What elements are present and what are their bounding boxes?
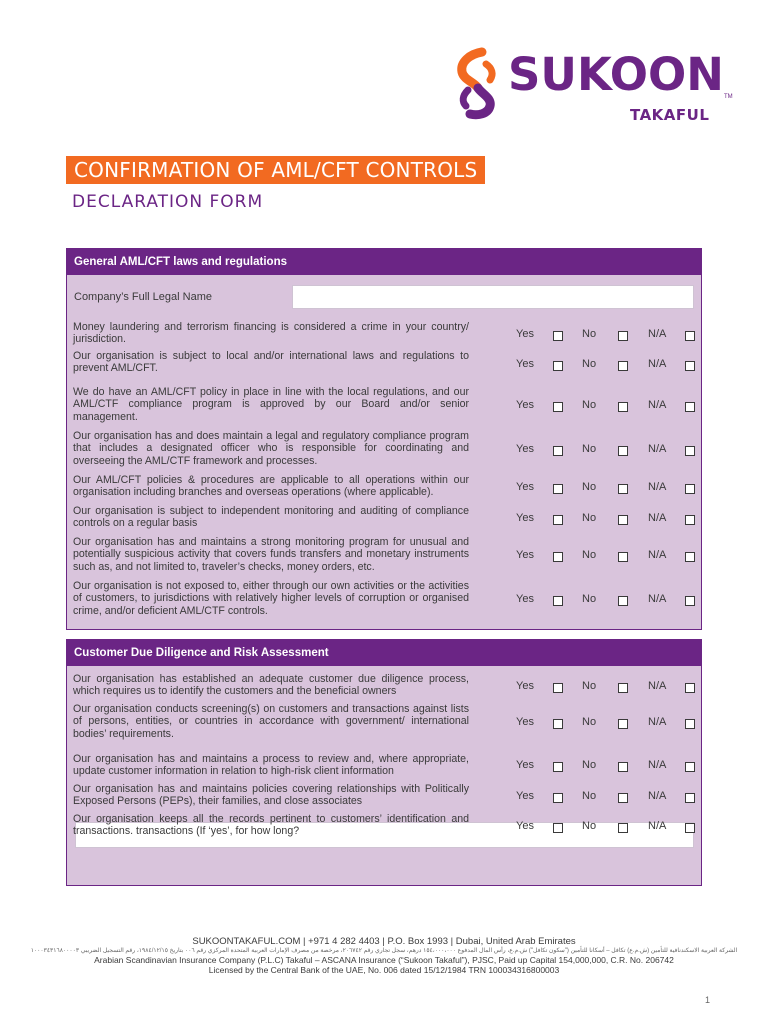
option-no-label: No — [582, 680, 597, 692]
page-subtitle: DECLARATION FORM — [72, 192, 264, 212]
option-yes-checkbox[interactable] — [553, 683, 563, 693]
option-no-label: No — [582, 481, 597, 493]
option-yes-label: Yes — [516, 399, 534, 411]
option-na-checkbox[interactable] — [685, 484, 695, 494]
option-na-label: N/A — [648, 759, 667, 771]
option-yes-checkbox[interactable] — [553, 484, 563, 494]
option-na-checkbox[interactable] — [685, 402, 695, 412]
option-na-label: N/A — [648, 790, 667, 802]
option-no-label: No — [582, 358, 597, 370]
option-yes-label: Yes — [516, 549, 534, 561]
option-no-label: No — [582, 549, 597, 561]
footer-license: Licensed by the Central Bank of the UAE, No. 006 dated 15/12/1984 TRN 100034316800003 — [208, 965, 560, 975]
question-row — [67, 505, 701, 533]
sukoon-logo — [452, 40, 742, 130]
option-na-checkbox[interactable] — [685, 793, 695, 803]
option-no-checkbox[interactable] — [618, 484, 628, 494]
section-header: Customer Due Diligence and Risk Assessment — [67, 640, 701, 666]
option-no-label: No — [582, 820, 597, 832]
option-na-label: N/A — [648, 593, 667, 605]
option-yes-checkbox[interactable] — [553, 515, 563, 525]
option-yes-checkbox[interactable] — [553, 402, 563, 412]
section-general-aml-cft — [66, 248, 702, 630]
option-no-checkbox[interactable] — [618, 762, 628, 772]
question-text: We do have an AML/CFT policy in place in line with the local regulations, and our AML/CTF compliance program is approved by our Board and/or senior management. — [73, 386, 469, 423]
question-row — [67, 703, 701, 743]
footer-arabic-legal: الشركة العربية الاسكندنافية للتأمين (ش.م.ع) تكافل – أسكانا للتأمين ("سكون تكافل") ش.م.ع، رأس المال المدفوع ١٥٤،٠٠٠،٠٠٠ درهم، سجل تجاري رقم ٢٠٦٧٤٢، مرخصة من مصرف الإمارات العربية المتحدة المركزي رقم ٠٠٦ بتاريخ ١٩٨٤/١٢/١٥، رقم التسجيل الضريبي ١٠٠٠٣٤٣١٦٨٠٠٠٠٣ — [30, 948, 738, 954]
option-yes-label: Yes — [516, 481, 534, 493]
question-text: Our organisation is subject to local and/or international laws and regulations to prevent AML/CFT. — [73, 350, 469, 375]
option-na-label: N/A — [648, 820, 667, 832]
option-no-label: No — [582, 593, 597, 605]
option-na-label: N/A — [648, 549, 667, 561]
option-yes-checkbox[interactable] — [553, 331, 563, 341]
option-yes-checkbox[interactable] — [553, 793, 563, 803]
section-customer-due-diligence — [66, 639, 702, 886]
option-no-label: No — [582, 759, 597, 771]
option-no-label: No — [582, 443, 597, 455]
option-yes-checkbox[interactable] — [553, 762, 563, 772]
option-no-label: No — [582, 790, 597, 802]
option-no-label: No — [582, 328, 597, 340]
question-row — [67, 783, 701, 811]
option-no-checkbox[interactable] — [618, 823, 628, 833]
option-no-checkbox[interactable] — [618, 402, 628, 412]
option-na-label: N/A — [648, 512, 667, 524]
option-na-checkbox[interactable] — [685, 596, 695, 606]
sukoon-s-mark-icon — [452, 44, 504, 120]
option-yes-label: Yes — [516, 716, 534, 728]
option-na-checkbox[interactable] — [685, 762, 695, 772]
question-row — [67, 474, 701, 502]
question-text: Our organisation has established an adequate customer due diligence process, which requires us to identify the customers and the beneficial owners — [73, 673, 469, 698]
footer-contact: SUKOONTAKAFUL.COM | +971 4 282 4403 | P.O. Box 1993 | Dubai, United Arab Emirates — [192, 936, 576, 947]
question-row — [67, 580, 701, 620]
option-no-checkbox[interactable] — [618, 596, 628, 606]
logo-trademark: TM — [724, 94, 733, 100]
option-yes-label: Yes — [516, 358, 534, 370]
company-name-field[interactable] — [292, 285, 694, 309]
question-text: Our organisation has and maintains a process to review and, where appropriate, update customer information in relation to high-risk client information — [73, 753, 469, 778]
option-na-label: N/A — [648, 328, 667, 340]
option-no-checkbox[interactable] — [618, 446, 628, 456]
option-yes-label: Yes — [516, 759, 534, 771]
option-yes-label: Yes — [516, 593, 534, 605]
option-yes-checkbox[interactable] — [553, 596, 563, 606]
option-yes-label: Yes — [516, 820, 534, 832]
option-yes-label: Yes — [516, 443, 534, 455]
option-na-label: N/A — [648, 680, 667, 692]
option-no-label: No — [582, 399, 597, 411]
option-na-checkbox[interactable] — [685, 515, 695, 525]
option-yes-label: Yes — [516, 328, 534, 340]
option-no-checkbox[interactable] — [618, 683, 628, 693]
option-no-checkbox[interactable] — [618, 793, 628, 803]
option-na-checkbox[interactable] — [685, 361, 695, 371]
question-text: Our organisation has and does maintain a legal and regulatory compliance program that includes a designated officer who is responsible for coordinating and overseeing the AML/CTF framework and processes. — [73, 430, 469, 467]
option-yes-checkbox[interactable] — [553, 719, 563, 729]
option-na-checkbox[interactable] — [685, 446, 695, 456]
option-yes-label: Yes — [516, 512, 534, 524]
option-no-checkbox[interactable] — [618, 719, 628, 729]
question-text: Our organisation keeps all the records pertinent to customers’ identification and transactions. transactions (If ‘yes’, for how long? — [73, 813, 469, 838]
option-na-checkbox[interactable] — [685, 719, 695, 729]
option-no-label: No — [582, 512, 597, 524]
option-no-checkbox[interactable] — [618, 552, 628, 562]
question-text: Our organisation has and maintains a strong monitoring program for unusual and potentially suspicious activity that covers funds transfers and monetary instruments such as, and not limited to, traveler’s checks, money orders, etc. — [73, 536, 469, 573]
question-row — [67, 753, 701, 779]
option-na-checkbox[interactable] — [685, 823, 695, 833]
section-header: General AML/CFT laws and regulations — [67, 249, 701, 275]
option-na-label: N/A — [648, 443, 667, 455]
question-row — [67, 673, 701, 701]
question-text: Our AML/CFT policies & procedures are applicable to all operations within our organisation including branches and overseas operations (where applicable). — [73, 474, 469, 499]
question-row — [67, 430, 701, 470]
question-text: Our organisation has and maintains policies covering relationships with Politically Exposed Persons (PEPs), their families, and close associates — [73, 783, 469, 808]
option-na-label: N/A — [648, 716, 667, 728]
logo-wordmark: SUKOON — [508, 48, 724, 101]
question-row — [67, 386, 701, 426]
question-row — [67, 321, 701, 349]
footer-company-legal: Arabian Scandinavian Insurance Company (P.L.C) Takaful – ASCANA Insurance (“Sukoon Takaful”), PJSC, Paid up Capital 154,000,000, C.R. No. 206742 — [94, 955, 674, 965]
question-text: Money laundering and terrorism financing is considered a crime in your country/ jurisdiction. — [73, 321, 469, 346]
option-yes-checkbox[interactable] — [553, 361, 563, 371]
option-no-checkbox[interactable] — [618, 361, 628, 371]
option-yes-checkbox[interactable] — [553, 446, 563, 456]
option-na-checkbox[interactable] — [685, 331, 695, 341]
option-na-label: N/A — [648, 481, 667, 493]
company-name-row — [67, 275, 701, 319]
option-yes-label: Yes — [516, 790, 534, 802]
page-number: 1 — [705, 995, 711, 1005]
option-na-label: N/A — [648, 358, 667, 370]
question-text: Our organisation is subject to independent monitoring and auditing of compliance controls on a regular basis — [73, 505, 469, 530]
page-title: CONFIRMATION OF AML/CFT CONTROLS — [66, 156, 485, 184]
logo-subtitle: TAKAFUL — [630, 106, 710, 124]
question-row — [67, 350, 701, 380]
option-yes-label: Yes — [516, 680, 534, 692]
option-no-label: No — [582, 716, 597, 728]
option-yes-checkbox[interactable] — [553, 823, 563, 833]
question-row — [67, 536, 701, 576]
question-text: Our organisation is not exposed to, either through our own activities or the activities of customers, to jurisdictions with relatively higher levels of corruption or organised crime, and/or deficient AML/CTF controls. — [73, 580, 469, 617]
question-text: Our organisation conducts screening(s) on customers and transactions against lists of persons, entities, or countries in accordance with government/ international bodies’ requirements. — [73, 703, 469, 740]
question-row — [67, 813, 701, 841]
option-no-checkbox[interactable] — [618, 515, 628, 525]
company-name-label: Company’s Full Legal Name — [74, 291, 212, 303]
option-na-checkbox[interactable] — [685, 683, 695, 693]
option-na-checkbox[interactable] — [685, 552, 695, 562]
option-na-label: N/A — [648, 399, 667, 411]
option-yes-checkbox[interactable] — [553, 552, 563, 562]
option-no-checkbox[interactable] — [618, 331, 628, 341]
